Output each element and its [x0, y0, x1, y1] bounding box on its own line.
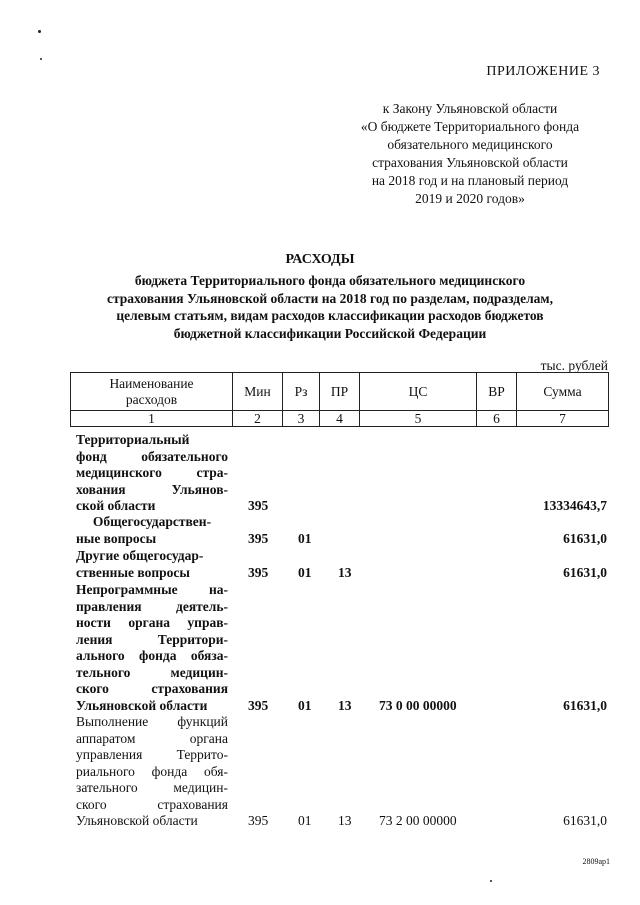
row-sum: 13334643,7: [542, 498, 607, 513]
document-description: [60, 272, 600, 342]
row-sum: 61631,0: [563, 564, 607, 580]
description-line: страхования Ульяновской области на 2018 год по разделам, подразделам,: [107, 290, 553, 306]
description-line: целевым статьям, видам расходов классификации расходов бюджетов: [116, 308, 544, 323]
row-sum: 61631,0: [563, 697, 607, 713]
scan-speck: [38, 30, 41, 33]
row-cs: 73 2 00 00000: [379, 813, 457, 828]
column-number: 5: [360, 411, 477, 427]
appendix-title: ПРИЛОЖЕНИЕ 3: [486, 64, 600, 79]
appendix-line: «О бюджете Территориального фонда: [360, 119, 580, 134]
document-title: РАСХОДЫ: [285, 252, 355, 267]
column-number: 6: [477, 411, 517, 427]
units-label: тыс. рублей: [540, 358, 608, 373]
scan-speck: [490, 880, 492, 882]
appendix-line: 2019 и 2020 годов»: [415, 191, 525, 206]
table-header: [70, 372, 609, 427]
row-rz: 01: [298, 697, 312, 713]
row-sum: 61631,0: [563, 813, 607, 828]
description-line: бюджетной классификации Российской Федерации: [173, 325, 487, 341]
appendix-line: обязательного медицинского: [387, 137, 553, 152]
column-number: 1: [71, 411, 233, 427]
footer-code: 2809ap1: [582, 857, 610, 866]
row-min: 395: [248, 697, 269, 713]
row-cs: 73 0 00 00000: [379, 697, 457, 713]
row-pr: 13: [338, 813, 352, 828]
column-number: 4: [320, 411, 360, 427]
row-min: 395: [248, 530, 269, 546]
header-pr: ПР: [320, 373, 360, 411]
column-number: 2: [233, 411, 283, 427]
column-number: 7: [517, 411, 609, 427]
header-cs: ЦС: [360, 373, 477, 411]
appendix-line: на 2018 год и на плановый период: [371, 173, 569, 188]
description-line: бюджета Территориального фонда обязательного медицинского: [134, 273, 526, 288]
row-min: 395: [248, 813, 269, 828]
row-name: Другие общегосудар- ственные вопросы: [76, 548, 204, 580]
row-rz: 01: [298, 813, 312, 828]
row-pr: 13: [338, 697, 352, 713]
header-vr: ВР: [477, 373, 517, 411]
row-rz: 01: [298, 564, 312, 580]
appendix-line: страхования Ульяновской области: [372, 155, 568, 170]
row-name: Непрограммные на- правления деятель- ности органа управ- ления Территори- ального фонда обяза- тельного медицин- ского страхования Ульяновской области: [76, 582, 228, 713]
row-min: 395: [248, 564, 269, 580]
header-rz: Рз: [283, 373, 320, 411]
row-name: Территориальный фонд обязательного медицинского стра- хования Ульянов- ской области: [76, 432, 228, 513]
header-sum: Сумма: [517, 373, 609, 411]
row-pr: 13: [338, 564, 352, 580]
column-number: 3: [283, 411, 320, 427]
header-min: Мин: [233, 373, 283, 411]
row-name: Выполнение функций аппаратом органа управления Террито- риального фонда обя- зательного медицин- ского страхования Ульяновской области: [76, 714, 228, 828]
appendix-reference: [330, 100, 610, 208]
row-sum: 61631,0: [563, 530, 607, 546]
header-name: Наименование расходов: [71, 373, 233, 411]
row-name: Общегосударствен- ные вопросы: [76, 514, 212, 546]
appendix-line: к Закону Ульяновской области: [382, 101, 558, 116]
row-min: 395: [248, 498, 269, 513]
row-rz: 01: [298, 530, 312, 546]
scan-speck: [40, 58, 42, 60]
